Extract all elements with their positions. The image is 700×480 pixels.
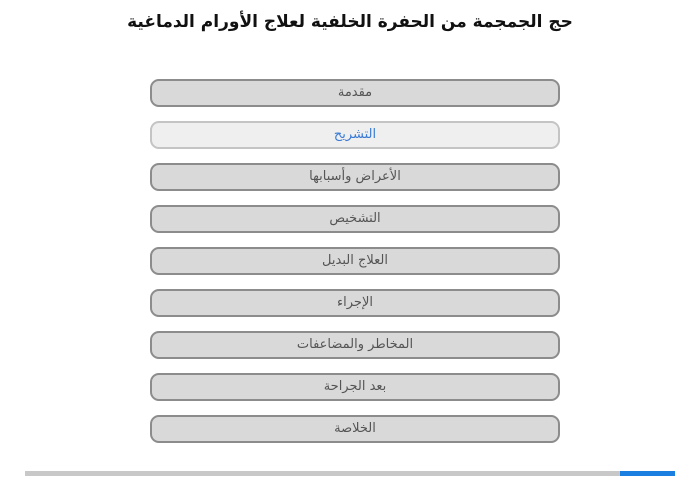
menu-item-alternative-treatment[interactable] bbox=[150, 247, 560, 275]
menu-item-label: المخاطر والمضاعفات bbox=[296, 337, 414, 352]
progress-bar bbox=[25, 471, 675, 476]
menu-item-symptoms-causes[interactable] bbox=[150, 163, 560, 191]
menu-item-label: العلاج البديل bbox=[322, 253, 388, 268]
menu-item-procedure[interactable] bbox=[150, 289, 560, 317]
page-title: حج الجمجمة من الحفرة الخلفية لعلاج الأورام الدماغية bbox=[127, 12, 573, 32]
menu-item-anatomy[interactable] bbox=[150, 121, 560, 149]
menu-item-diagnosis[interactable] bbox=[150, 205, 560, 233]
menu-item-label: الإجراء bbox=[337, 295, 373, 310]
menu-item-label: التشخيص bbox=[329, 211, 381, 226]
menu-item-introduction[interactable] bbox=[150, 79, 560, 107]
menu-item-label: الخلاصة bbox=[334, 421, 376, 436]
menu-item-label: مقدمة bbox=[337, 85, 373, 100]
menu-item-label: بعد الجراحة bbox=[323, 379, 387, 394]
menu-item-label: الأعراض وأسبابها bbox=[309, 169, 401, 184]
chapter-menu bbox=[150, 79, 560, 457]
menu-item-summary[interactable] bbox=[150, 415, 560, 443]
menu-item-risks-complications[interactable] bbox=[150, 331, 560, 359]
menu-item-label: التشريح bbox=[333, 127, 377, 142]
progress-bar-fill bbox=[620, 471, 675, 476]
menu-item-after-surgery[interactable] bbox=[150, 373, 560, 401]
